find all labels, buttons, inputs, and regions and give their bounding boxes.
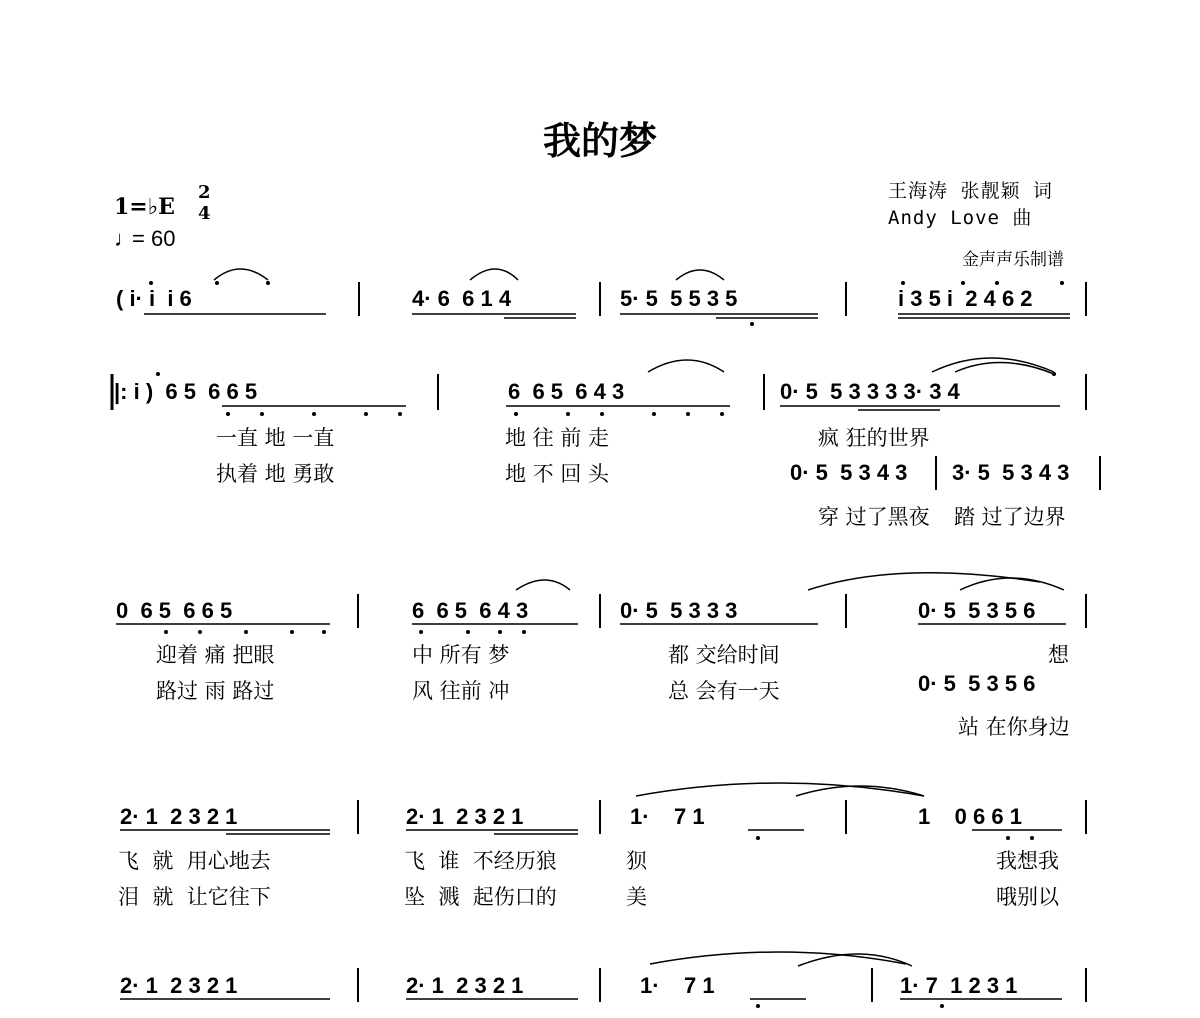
- lyric-line: 一直 地 一直: [216, 426, 335, 450]
- octave-dot: [750, 322, 754, 326]
- octave-dot: [686, 412, 690, 416]
- octave-dot: [901, 281, 905, 285]
- slur: [955, 362, 1054, 374]
- measure-notes: 6 6 5 6 4 3: [412, 598, 529, 623]
- lyric-line: 飞 谁 不经历狼: [404, 849, 557, 873]
- measure-notes: 2· 1 2 3 2 1: [120, 973, 238, 998]
- time-signature-bottom: 4: [198, 203, 211, 224]
- tempo-note-icon: ♩: [114, 226, 136, 251]
- slur: [676, 270, 724, 280]
- lyric-line: 执着 地 勇敢: [216, 462, 335, 486]
- lyric-line: 都 交给时间: [668, 643, 780, 667]
- octave-dot: [961, 281, 965, 285]
- octave-dot: [756, 1004, 760, 1008]
- octave-dot: [498, 630, 502, 634]
- measure-notes: 4· 6 6 1 4: [412, 286, 512, 311]
- octave-dot: [652, 412, 656, 416]
- octave-dot: [290, 630, 294, 634]
- measure-notes: 2· 1 2 3 2 1: [406, 804, 524, 829]
- octave-dot: [419, 630, 423, 634]
- octave-dot: [522, 630, 526, 634]
- alternate-lyric-line: 踏 过了边界: [954, 505, 1066, 529]
- octave-dot: [940, 1004, 944, 1008]
- lyric-line: 泪 就 让它往下: [118, 885, 271, 909]
- octave-dot: [156, 372, 160, 376]
- lyric-line: 总 会有一天: [668, 679, 780, 703]
- composer-credit: Andy Love 曲: [888, 207, 1033, 229]
- measure-notes: 0· 5 5 3 3 3: [620, 598, 738, 623]
- measure-notes: 1· 7 1: [640, 973, 715, 998]
- alternate-measure-notes: 0· 5 5 3 5 6: [918, 671, 1036, 696]
- lyric-line: 坠 溅 起伤口的: [404, 885, 557, 909]
- measure-notes: 0 6 5 6 6 5: [116, 598, 233, 623]
- key-signature: 1=♭E: [114, 194, 175, 220]
- alternate-lyric-line: 穿 过了黑夜: [818, 505, 930, 529]
- octave-dot: [244, 630, 248, 634]
- lyric-line: 美: [626, 885, 647, 909]
- octave-dot: [398, 412, 402, 416]
- measure-notes: i 3 5 i 2 4 6 2: [898, 286, 1033, 311]
- alternate-measure-notes: 3· 5 5 3 4 3: [952, 460, 1070, 485]
- octave-dot: [514, 412, 518, 416]
- octave-dot: [720, 412, 724, 416]
- octave-dot: [364, 412, 368, 416]
- measure-notes: 0· 5 5 3 5 6: [918, 598, 1036, 623]
- octave-dot: [466, 630, 470, 634]
- measure-notes: 1 0 6 6 1: [918, 804, 1022, 829]
- lyric-line: 迎着 痛 把眼: [156, 643, 275, 667]
- measure-notes: 2· 1 2 3 2 1: [120, 804, 238, 829]
- octave-dot: [312, 412, 316, 416]
- measure-notes: 5· 5 5 5 3 5: [620, 286, 738, 311]
- octave-dot: [198, 630, 202, 634]
- measure-notes: ( i· i i 6: [116, 286, 192, 311]
- alternate-lyric-line: 站 在你身边: [958, 715, 1070, 739]
- lyric-line: 想: [1048, 643, 1069, 667]
- time-signature-top: 2: [198, 182, 211, 203]
- lyric-line: 风 往前 冲: [412, 679, 510, 703]
- octave-dot: [1030, 836, 1034, 840]
- octave-dot: [322, 630, 326, 634]
- octave-dot: [1052, 372, 1056, 376]
- measure-notes: 0· 5 5 3 3 3 3· 3 4: [780, 379, 960, 404]
- measure-notes: 6 6 5 6 4 3: [508, 379, 625, 404]
- lyric-line: 飞 就 用心地去: [118, 849, 271, 873]
- slur: [470, 269, 518, 280]
- song-title: 我的梦: [542, 118, 657, 163]
- slur: [516, 580, 570, 590]
- tempo-value: = 60: [132, 226, 176, 251]
- lyric-line: 地 不 回 头: [505, 462, 610, 486]
- slur: [636, 783, 924, 796]
- lyric-line: 我想我: [996, 849, 1059, 873]
- lyric-line: 疯 狂的世界: [818, 426, 930, 450]
- slur: [932, 358, 1054, 372]
- octave-dot: [226, 412, 230, 416]
- lyric-line: 中 所有 梦: [412, 643, 510, 667]
- octave-dot: [266, 281, 270, 285]
- octave-dot: [164, 630, 168, 634]
- slur: [214, 269, 268, 280]
- lyric-line: 地 往 前 走: [505, 426, 610, 450]
- slur: [808, 573, 1040, 590]
- lyricist-credit: 王海涛 张靓颖 词: [888, 180, 1053, 202]
- measure-notes: 1· 7 1 2 3 1: [900, 973, 1018, 998]
- octave-dot: [1060, 281, 1064, 285]
- score-maker: 金声声乐制谱: [962, 250, 1064, 269]
- measure-notes: |: i ) 6 5 6 6 5: [114, 379, 258, 404]
- measure-notes: 2· 1 2 3 2 1: [406, 973, 524, 998]
- slur: [648, 360, 724, 372]
- lyric-line: 路过 雨 路过: [156, 679, 275, 703]
- octave-dot: [149, 281, 153, 285]
- octave-dot: [566, 412, 570, 416]
- lyric-line: 哦别以: [996, 885, 1059, 909]
- octave-dot: [600, 412, 604, 416]
- measure-notes: 1· 7 1: [630, 804, 705, 829]
- octave-dot: [995, 281, 999, 285]
- slur: [960, 578, 1064, 590]
- octave-dot: [260, 412, 264, 416]
- octave-dot: [756, 836, 760, 840]
- lyric-line: 狈: [626, 849, 647, 873]
- alternate-measure-notes: 0· 5 5 3 4 3: [790, 460, 908, 485]
- octave-dot: [1006, 836, 1010, 840]
- octave-dot: [215, 281, 219, 285]
